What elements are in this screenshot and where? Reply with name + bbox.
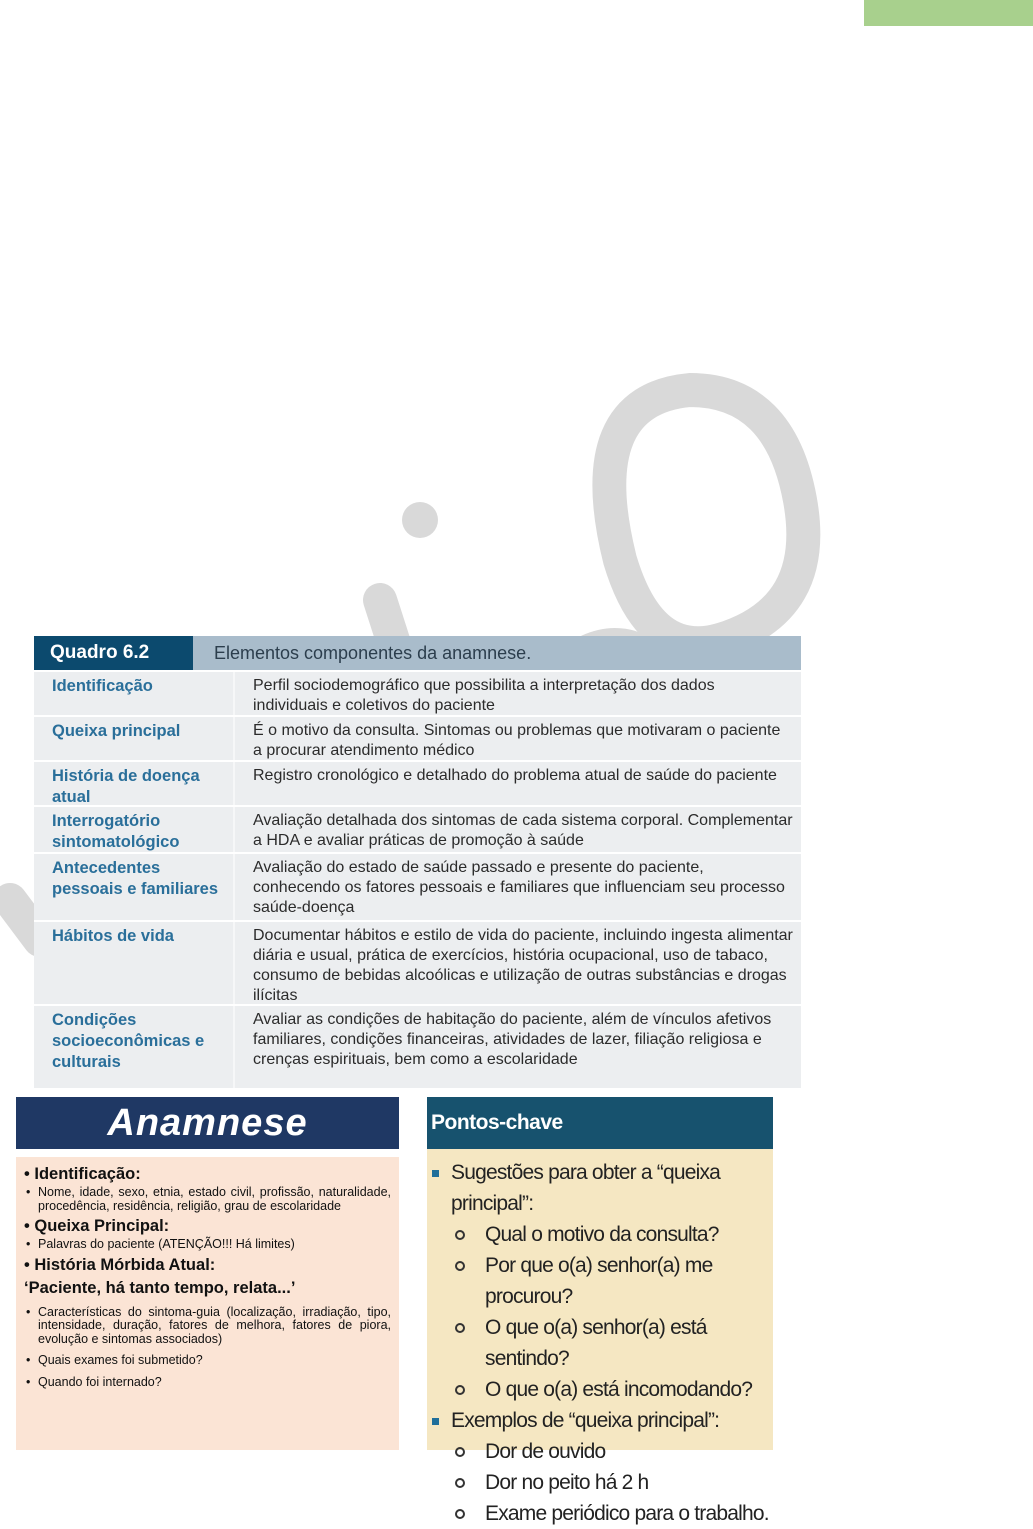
list-item: • Palavras do paciente (ATENÇÃO!!! Há limites)	[24, 1238, 391, 1252]
anamnese-title: Anamnese	[16, 1097, 399, 1149]
list-item: • Quais exames foi submetido?	[24, 1354, 391, 1368]
list-item: • Características do sintoma-guia (localização, irradiação, tipo, intensidade, duração, fatores de melhora, fatores de piora, evolução e sintomas associados)	[24, 1306, 391, 1347]
quadro-number: Quadro 6.2	[34, 636, 193, 670]
anamnese-body	[16, 1157, 399, 1450]
section-heading: • Identificação:	[24, 1165, 141, 1183]
row-label: Interrogatório sintomatológico	[52, 812, 180, 851]
row-label: Antecedentes pessoais e familiares	[52, 859, 219, 898]
row-desc: Avaliar as condições de habitação do paciente, além de vínculos afetivos familiares, condições financeiras, atividades de lazer, filiação religiosa e crenças espirituais, bem como a escolaridade	[253, 1011, 772, 1068]
list-item: Exame periódico para o trabalho.	[427, 1498, 773, 1529]
row-label: Identificação	[52, 677, 153, 695]
list-item: • Quando foi internado?	[24, 1376, 391, 1390]
list-heading: Sugestões para obter a “queixa principal”:	[427, 1157, 773, 1219]
list-item: O que o(a) senhor(a) está sentindo?	[427, 1312, 773, 1374]
table-row	[34, 760, 801, 805]
list-item: O que o(a) está incomodando?	[427, 1374, 773, 1405]
list-item: Dor de ouvido	[427, 1436, 773, 1467]
table-row	[34, 670, 801, 715]
table-row	[34, 920, 801, 1004]
list-item: Dor no peito há 2 h	[427, 1467, 773, 1498]
row-desc: Avaliação detalhada dos sintomas de cada sistema corporal. Complementar a HDA e avaliar práticas de promoção à saúde	[253, 812, 793, 849]
row-label: Queixa principal	[52, 722, 181, 740]
row-label: Hábitos de vida	[52, 927, 174, 945]
section-heading: • História Mórbida Atual:	[24, 1255, 216, 1274]
list-item: • Nome, idade, sexo, etnia, estado civil, profissão, naturalidade, procedência, residência, religião, grau de escolaridade	[24, 1186, 391, 1213]
quote-text: ‘Paciente, há tanto tempo, relata...’	[24, 1278, 296, 1297]
section-heading-text: História Mórbida Atual:	[34, 1255, 216, 1274]
row-desc: Perfil sociodemográfico que possibilita a interpretação dos dados individuais e coletivos do paciente	[253, 677, 715, 714]
quadro-header	[34, 636, 801, 670]
row-desc: É o motivo da consulta. Sintomas ou problemas que motivaram o paciente a procurar atendimento médico	[253, 722, 781, 759]
row-desc: Registro cronológico e detalhado do problema atual de saúde do paciente	[253, 767, 777, 784]
table-row	[34, 1004, 801, 1088]
table-row	[34, 852, 801, 920]
pontos-chave-body	[427, 1149, 773, 1525]
list-heading: Exemplos de “queixa principal”:	[427, 1405, 773, 1436]
row-desc: Avaliação do estado de saúde passado e presente do paciente, conhecendo os fatores pessoais e familiares que influenciam seu processo saúde-doença	[253, 859, 785, 916]
pontos-chave-title: Pontos-chave	[427, 1097, 773, 1149]
row-label: História de doença atual	[52, 767, 200, 806]
list-item: Por que o(a) senhor(a) me procurou?	[427, 1250, 773, 1312]
corner-tab	[864, 0, 1033, 26]
quadro-title: Elementos componentes da anamnese.	[214, 643, 532, 663]
table-row	[34, 715, 801, 760]
table-row	[34, 805, 801, 852]
row-desc: Documentar hábitos e estilo de vida do paciente, incluindo ingesta alimentar diária e usual, prática de exercícios, história ocupacional, uso de tabaco, consumo de bebidas alcoólicas e utilização de outras substâncias e drogas ilícitas	[253, 927, 793, 1004]
quadro-table	[34, 636, 801, 1088]
list-item: Qual o motivo da consulta?	[427, 1219, 773, 1250]
section-heading-text: Identificação:	[34, 1165, 141, 1183]
section-heading: • Queixa Principal:	[24, 1217, 170, 1235]
section-heading-text: Queixa Principal:	[34, 1217, 170, 1235]
row-label: Condições socioeconômicas e culturais	[52, 1011, 205, 1071]
